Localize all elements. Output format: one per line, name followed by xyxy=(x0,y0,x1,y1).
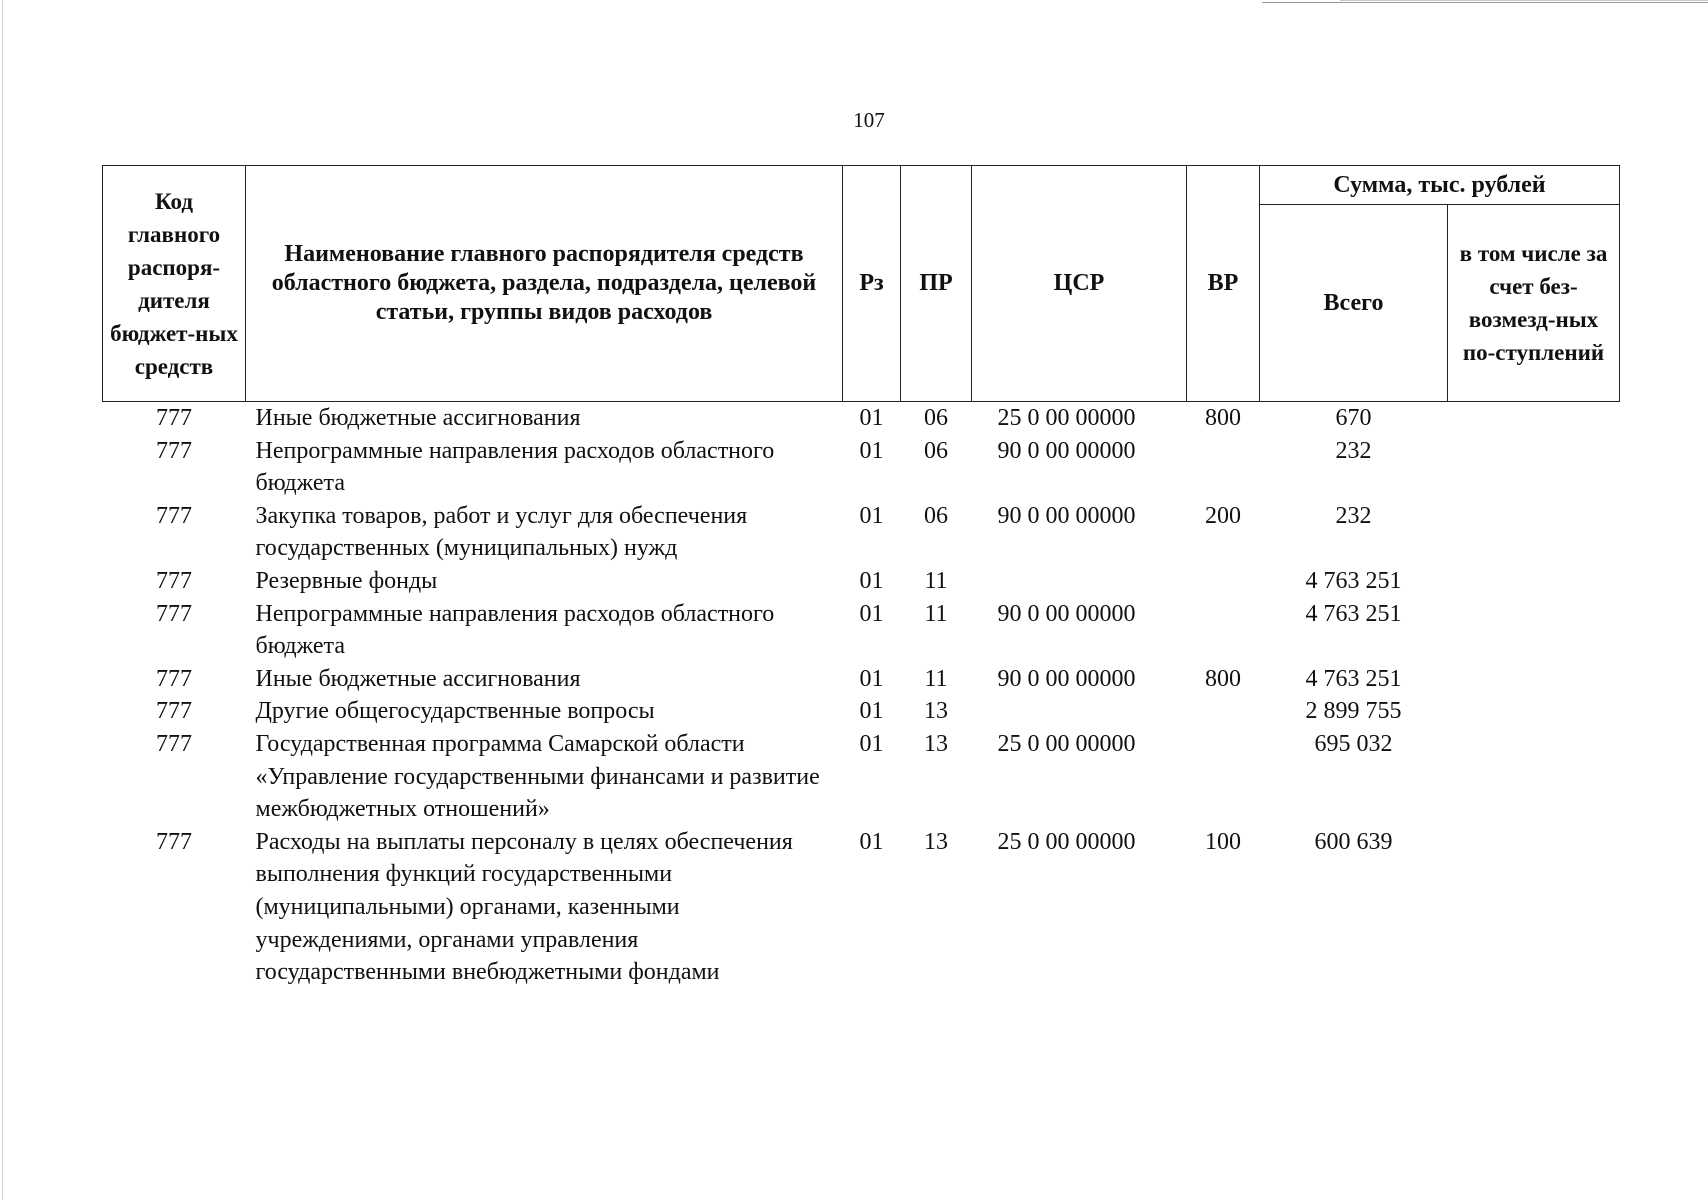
budget-table xyxy=(102,165,1620,989)
header-rz: Рз xyxy=(843,166,901,402)
table-row xyxy=(103,435,1620,500)
cell-pr: 06 xyxy=(924,502,948,529)
table-row xyxy=(103,728,1620,826)
cell-vr: 800 xyxy=(1205,405,1241,431)
cell-csr: 90 0 00 00000 xyxy=(997,600,1136,627)
cell-total: 4 763 251 xyxy=(1305,665,1402,692)
cell-pr: 11 xyxy=(924,665,948,692)
table-row xyxy=(103,826,1620,989)
cell-csr xyxy=(972,565,1187,598)
cell-rz: 01 xyxy=(859,600,884,627)
header-csr: ЦСР xyxy=(972,166,1187,402)
table-row xyxy=(103,663,1620,696)
cell-vr xyxy=(1187,728,1260,826)
cell-name: Иные бюджетные ассигнования xyxy=(255,405,581,431)
cell-vr xyxy=(1187,565,1260,598)
cell-csr: 25 0 00 00000 xyxy=(997,405,1136,431)
cell-total: 232 xyxy=(1335,437,1372,464)
cell-rz: 01 xyxy=(859,567,884,594)
header-sum: Сумма, тыс. рублей xyxy=(1260,166,1620,205)
header-free: в том числе за счет без-возмезд-ных по-ступлений xyxy=(1448,205,1620,402)
cell-total: 4 763 251 xyxy=(1305,567,1402,594)
cell-total: 2 899 755 xyxy=(1305,698,1402,725)
cell-rz: 01 xyxy=(859,502,884,529)
cell-free xyxy=(1448,695,1620,728)
cell-code: 777 xyxy=(156,698,192,725)
cell-name: Расходы на выплаты персоналу в целях обеспечения выполнения функций государственными (муниципальными) органами, казенными учреждениями, органами управления государственными внебюджетными фондами xyxy=(255,828,793,986)
cell-rz: 01 xyxy=(859,698,884,725)
header-pr: ПР xyxy=(901,166,972,402)
scan-edge-line xyxy=(1262,2,1708,3)
cell-total: 232 xyxy=(1335,502,1372,529)
cell-rz: 01 xyxy=(859,730,884,757)
cell-csr: 25 0 00 00000 xyxy=(997,828,1136,855)
header-name: Наименование главного распорядителя средств областного бюджета, раздела, подраздела, целевой статьи, группы видов расходов xyxy=(246,166,843,402)
cell-free xyxy=(1448,728,1620,826)
cell-total: 695 032 xyxy=(1314,730,1393,757)
cell-pr: 06 xyxy=(924,437,948,464)
cell-free xyxy=(1448,500,1620,565)
cell-pr: 11 xyxy=(924,600,948,627)
cell-free xyxy=(1448,565,1620,598)
cell-csr: 90 0 00 00000 xyxy=(997,665,1136,692)
table-body xyxy=(103,402,1620,989)
cell-vr: 800 xyxy=(1205,665,1241,692)
cell-vr: 100 xyxy=(1205,828,1241,855)
cell-pr: 11 xyxy=(924,567,948,594)
cell-vr xyxy=(1187,435,1260,500)
cell-code: 777 xyxy=(156,405,192,431)
cell-code: 777 xyxy=(156,437,192,464)
cell-name: Государственная программа Самарской области «Управление государственными финансами и развитие межбюджетных отношений» xyxy=(255,730,820,823)
cell-code: 777 xyxy=(156,730,192,757)
cell-vr xyxy=(1187,695,1260,728)
cell-rz: 01 xyxy=(859,405,884,431)
cell-pr: 13 xyxy=(924,730,948,757)
cell-rz: 01 xyxy=(859,665,884,692)
table-row xyxy=(103,565,1620,598)
cell-total: 4 763 251 xyxy=(1305,600,1402,627)
cell-total: 600 639 xyxy=(1314,828,1393,855)
cell-rz: 01 xyxy=(859,828,884,855)
cell-free xyxy=(1448,663,1620,696)
cell-vr xyxy=(1187,598,1260,663)
table-row xyxy=(103,500,1620,565)
cell-csr: 90 0 00 00000 xyxy=(997,437,1136,464)
cell-vr: 200 xyxy=(1205,502,1241,529)
table-row xyxy=(103,695,1620,728)
scan-edge-line xyxy=(2,0,3,1200)
cell-name: Непрограммные направления расходов областного бюджета xyxy=(255,600,775,660)
header-code: Код главного распоря-дителя бюджет-ных средств xyxy=(103,166,246,402)
cell-rz: 01 xyxy=(859,437,884,464)
header-vr: ВР xyxy=(1187,166,1260,402)
cell-pr: 06 xyxy=(924,405,948,431)
budget-table-container xyxy=(102,165,1620,989)
cell-name: Непрограммные направления расходов областного бюджета xyxy=(255,437,775,497)
page-number: 107 xyxy=(853,108,885,132)
cell-csr: 90 0 00 00000 xyxy=(997,502,1136,529)
cell-pr: 13 xyxy=(924,828,948,855)
cell-free xyxy=(1448,435,1620,500)
cell-pr: 13 xyxy=(924,698,948,725)
header-total: Всего xyxy=(1260,205,1448,402)
cell-name: Другие общегосударственные вопросы xyxy=(255,698,655,725)
cell-free xyxy=(1448,598,1620,663)
cell-name: Закупка товаров, работ и услуг для обеспечения государственных (муниципальных) нужд xyxy=(255,502,748,562)
cell-free xyxy=(1448,402,1620,435)
cell-code: 777 xyxy=(156,665,192,692)
cell-csr xyxy=(972,695,1187,728)
cell-code: 777 xyxy=(156,502,192,529)
cell-free xyxy=(1448,826,1620,989)
cell-csr: 25 0 00 00000 xyxy=(997,730,1136,757)
cell-code: 777 xyxy=(156,567,192,594)
cell-code: 777 xyxy=(156,600,192,627)
cell-name: Иные бюджетные ассигнования xyxy=(255,665,581,692)
cell-name: Резервные фонды xyxy=(255,567,438,594)
table-header xyxy=(103,166,1620,402)
table-row xyxy=(103,402,1620,435)
cell-code: 777 xyxy=(156,828,192,855)
table-row xyxy=(103,598,1620,663)
scan-edge-line xyxy=(1340,0,1708,1)
cell-total: 670 xyxy=(1335,405,1372,431)
